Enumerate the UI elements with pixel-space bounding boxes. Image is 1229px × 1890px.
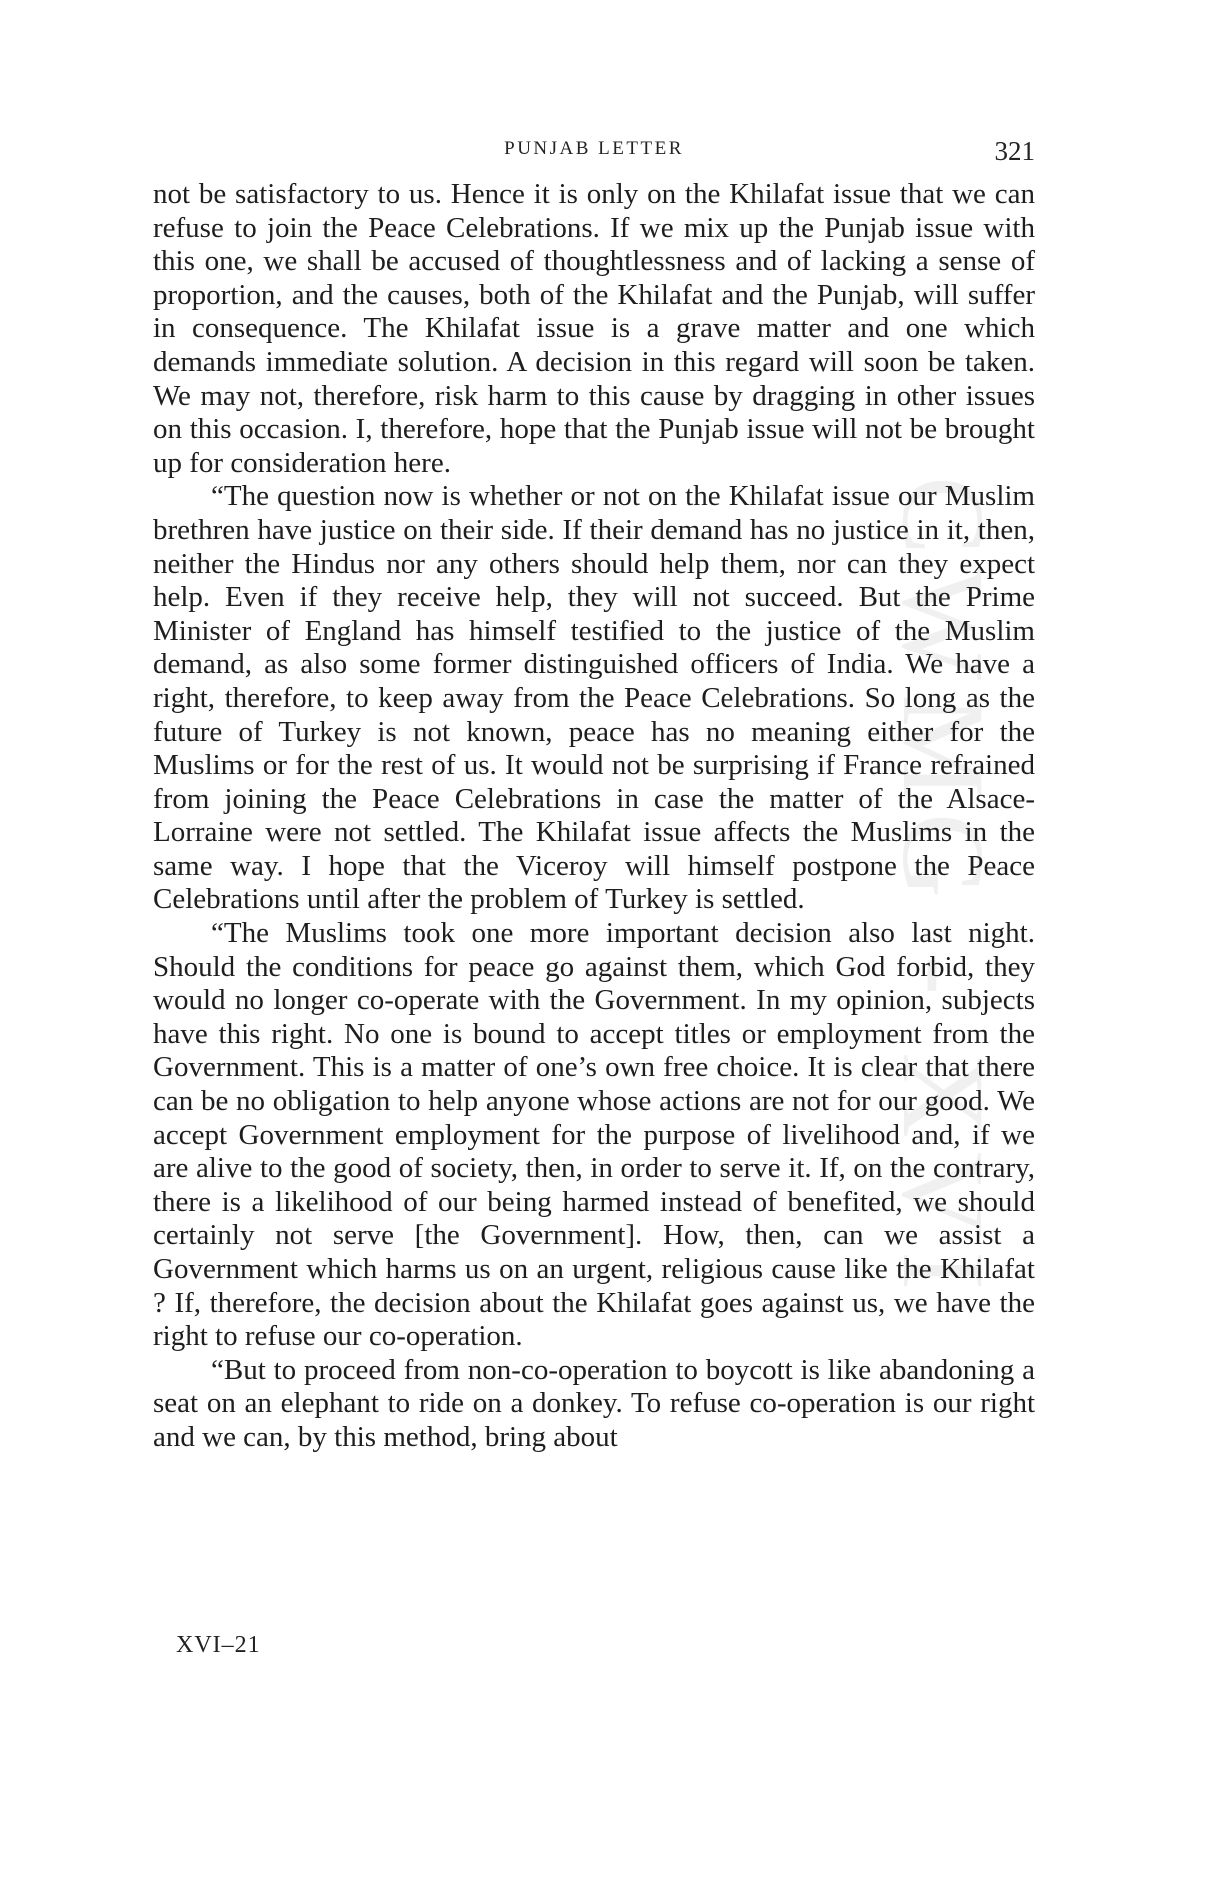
paragraph-continued: not be satisfactory to us. Hence it is only on the Khilafat issue that we can refuse to join the Peace Celebrations. If we mix up the Punjab issue with this one, we shall be accused of thoughtlessness and of lacking a sense of proportion, and the causes, both of the Khilafat and the Punjab, will suffer in consequence. The Khilafat issue is a grave matter and one which demands immediate solution. A decision in this regard will soon be taken. We may not, therefore, risk harm to this cause by dragging in other issues on this occasion. I, therefore, hope that the Punjab issue will not be brought up for consideration here. bbox=[153, 178, 1035, 479]
signature-mark: XVI–21 bbox=[176, 1632, 261, 1658]
paragraph-non-cooperation: “The Muslims took one more important decision also last night. Should the conditions for peace go against them, which God forbid, they would no longer co-operate with the Government. In my opinion, subjects have this right. No one is bound to accept titles or employment from the Government. This is a matter of one’s own free choice. It is clear that there can be no obligation to help anyone whose actions are not for our good. We accept Government employment for the purpose of livelihood and, if we are alive to the good of society, then, in order to serve it. If, on the contrary, there is a likelihood of our being harmed instead of benefited, we should certainly not serve [the Government]. How, then, can we assist a Government which harms us on an urgent, religious cause like the Khilafat ? If, therefore, the decision about the Khilafat goes against us, we have the right to refuse our co-operation. bbox=[153, 917, 1035, 1353]
running-title: PUNJAB LETTER bbox=[504, 138, 684, 159]
page-number: 321 bbox=[994, 136, 1035, 166]
paragraph-boycott: “But to proceed from non-co-operation to boycott is like abandoning a seat on an elephant to ride on a donkey. To refuse co-operation is our right and we can, by this method, bring about bbox=[153, 1353, 1035, 1453]
paragraph-khilafat-justice: “The question now is whether or not on the Khilafat issue our Muslim brethren have justice on their side. If their demand has no justice in it, then, neither the Hindus nor any others should help them, nor can they expect help. Even if they receive help, they will not succeed. But the Prime Minister of England has himself testified to the justice of the Muslim demand, as also some former distinguished officers of India. We have a right, therefore, to keep away from the Peace Celebrations. So long as the future of Turkey is not known, peace has no meaning either for the Muslims or for the rest of us. It would not be surprising if France refrained from joining the Peace Celebrations in case the matter of the Alsace-Lorraine were not settled. The Khilafat issue affects the Muslims in the same way. I hope that the Viceroy will himself postpone the Peace Celebrations until after the problem of Turkey is settled. bbox=[153, 480, 1035, 916]
body-text bbox=[153, 178, 1035, 1455]
watermark: CWMG - XVI bbox=[878, 476, 1009, 1305]
running-head bbox=[153, 136, 1035, 172]
